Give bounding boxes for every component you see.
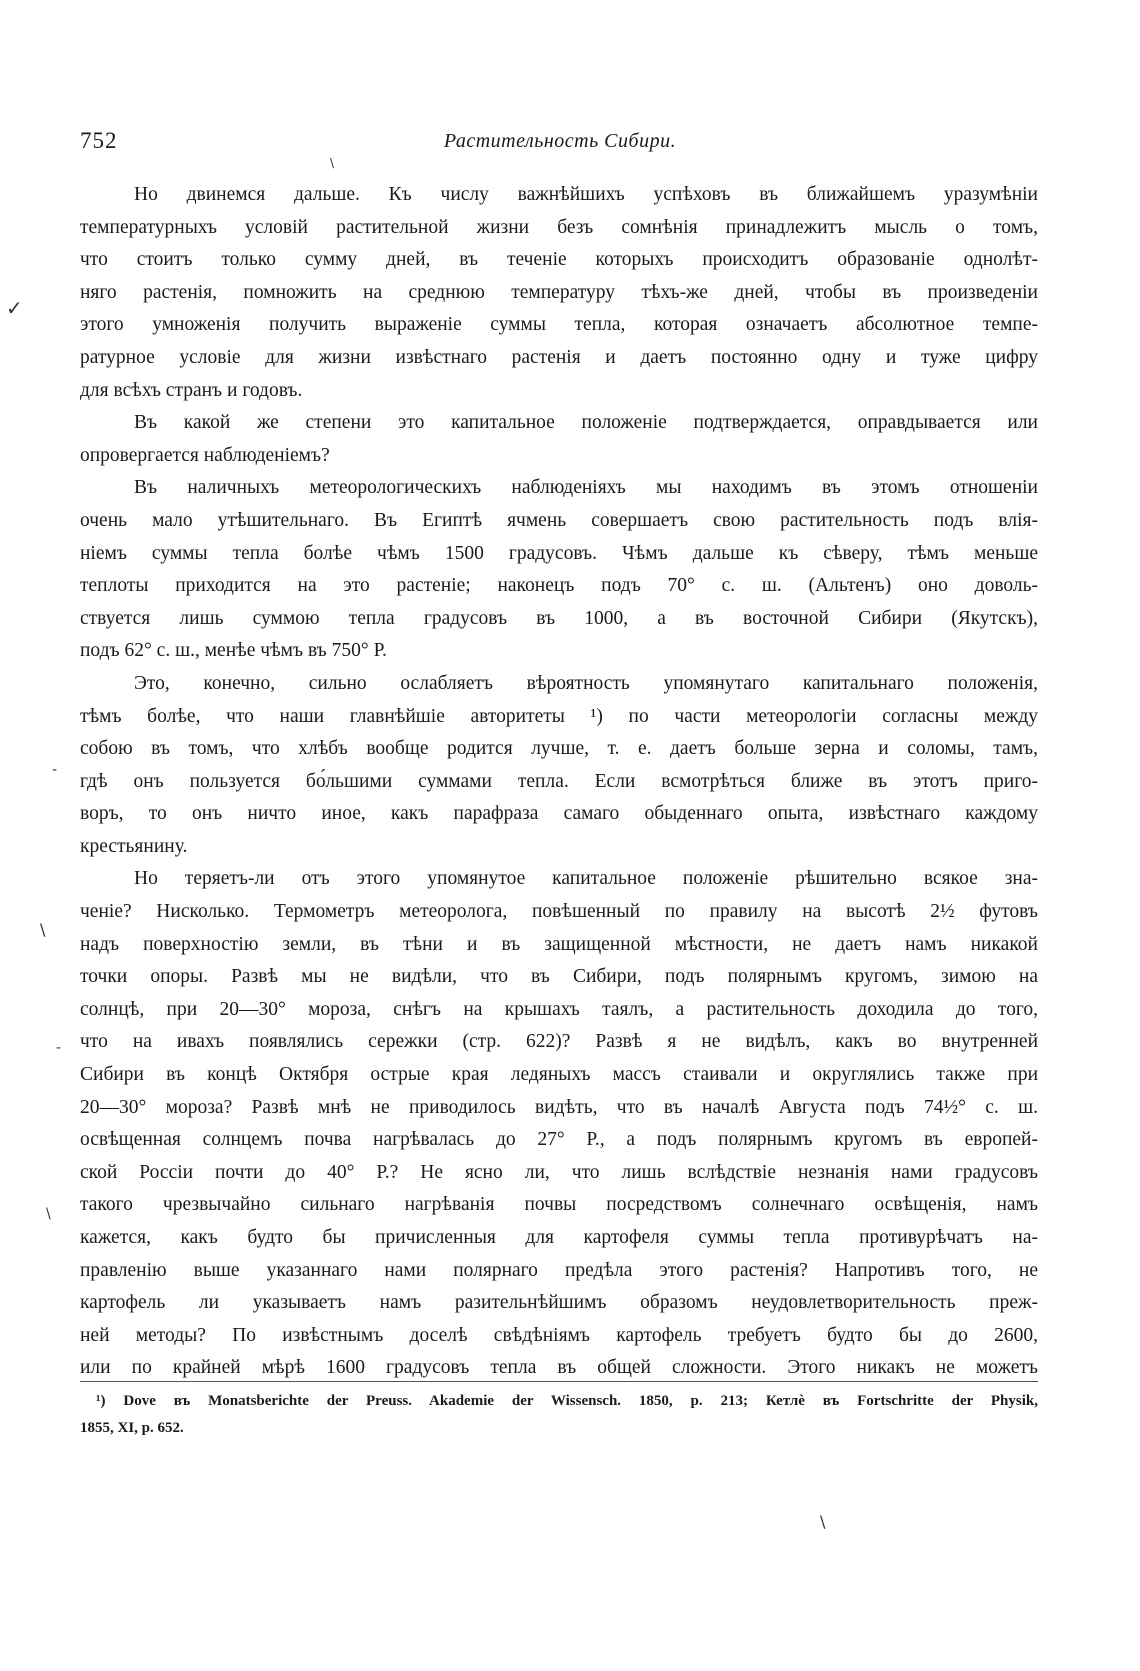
text-line: тѣмъ болѣе, что наши главнѣйшіе авторитеты ¹) по части метеорологіи согласны между <box>80 705 1038 727</box>
text-line: няго растенія, помножить на среднюю температуру тѣхъ-же дней, чтобы въ произведеніи <box>80 281 1038 303</box>
page-header <box>80 128 1040 168</box>
footnote-line: 1855, XI, p. 652. <box>80 1420 184 1436</box>
text-line: такого чрезвычайно сильнаго нагрѣванія почвы посредствомъ солнечнаго освѣщенія, намъ <box>80 1194 1038 1216</box>
text-line: опровергается наблюденіемъ? <box>80 444 330 466</box>
text-line: Сибири въ концѣ Октября острые края ледяныхъ массъ стаивали и округлялись также при <box>80 1064 1038 1086</box>
text-line: подъ 62° с. ш., менѣе чѣмъ въ 750° Р. <box>80 640 387 662</box>
footnote-line: ¹) Dove въ Monatsberichte der Preuss. Akademie der Wissensch. 1850, p. 213; Кетлѐ въ Fortschritte der Physik, <box>96 1393 1038 1409</box>
margin-pencil-mark: \ <box>40 920 46 939</box>
text-line: Это, конечно, сильно ослабляетъ вѣроятность упомянутаго капитальнаго положенія, <box>134 672 1038 694</box>
text-line: крестьянину. <box>80 835 188 857</box>
text-line: или по крайней мѣрѣ 1600 градусовъ тепла въ общей сложности. Этого никакъ не можетъ <box>80 1357 1038 1379</box>
text-line: точки опоры. Развѣ мы не видѣли, что въ Сибири, подъ полярнымъ кругомъ, зимою на <box>80 966 1038 988</box>
text-line: Но двинемся дальше. Къ числу важнѣйшихъ успѣховъ въ ближайшемъ уразумѣніи <box>134 184 1038 205</box>
footnotes <box>80 1388 1038 1442</box>
page-number: 752 <box>80 128 118 153</box>
text-line: собою въ томъ, что хлѣбъ вообще родится лучше, т. е. даетъ больше зерна и соломы, тамъ, <box>80 738 1038 760</box>
text-line: этого умноженія получить выраженіе суммы тепла, которая означаетъ абсолютное темпе- <box>80 314 1038 336</box>
margin-pencil-mark: - <box>52 762 58 778</box>
margin-pencil-mark: \ <box>46 1206 51 1222</box>
text-line: ской Россіи почти до 40° Р.? Не ясно ли, что лишь вслѣдствіе незнанія нами градусовъ <box>80 1161 1038 1183</box>
text-line: ней методы? По извѣстнымъ доселѣ свѣдѣніямъ картофель требуетъ будто бы до 2600, <box>80 1324 1038 1346</box>
text-line: освѣщенная солнцемъ почва нагрѣвалась до 27° Р., а подъ полярнымъ кругомъ въ европей- <box>80 1129 1038 1151</box>
running-title: Растительность Сибири. <box>443 130 677 152</box>
text-line: очень мало утѣшительнаго. Въ Египтѣ ячмень совершаетъ свою растительность подъ влія- <box>80 509 1038 531</box>
text-line: для всѣхъ странъ и годовъ. <box>80 379 303 401</box>
margin-pencil-mark: \ <box>330 156 335 170</box>
text-line: кажется, какъ будто бы причисленныя для картофеля суммы тепла противурѣчатъ на- <box>80 1227 1038 1248</box>
text-line: ченіе? Нисколько. Термометръ метеоролога, повѣшенный по правилу на высотѣ 2½ футовъ <box>80 901 1038 923</box>
text-line: ніемъ суммы тепла болѣе чѣмъ 1500 градусовъ. Чѣмъ дальше къ сѣверу, тѣмъ меньше <box>80 542 1038 564</box>
text-line: ратурное условіе для жизни извѣстнаго растенія и даетъ постоянно одну и туже цифру <box>80 346 1038 368</box>
text-line: Въ наличныхъ метеорологическихъ наблюденіяхъ мы находимъ въ этомъ отношеніи <box>134 477 1038 499</box>
text-line: солнцѣ, при 20—30° мороза, снѣгъ на крышахъ таялъ, а растительность доходила до того, <box>80 998 1038 1020</box>
text-line: воръ, то онъ ничто иное, какъ парафраза самаго обыденнаго опыта, извѣстнаго каждому <box>80 803 1038 825</box>
margin-pencil-mark: - <box>56 1040 62 1056</box>
text-line: Въ какой же степени это капитальное положеніе подтверждается, оправдывается или <box>134 412 1038 434</box>
text-line: правленію выше указаннаго нами полярнаго предѣла этого растенія? Напротивъ того, не <box>80 1259 1038 1281</box>
body-text <box>80 179 1038 1385</box>
text-line: Но теряетъ-ли отъ этого упомянутое капитальное положеніе рѣшительно всякое зна- <box>134 868 1038 890</box>
text-line: что стоитъ только сумму дней, въ теченіе которыхъ происходитъ образованіе однолѣт- <box>80 249 1038 271</box>
margin-pencil-mark: \ <box>820 1512 826 1531</box>
footnote-divider <box>80 1381 1038 1382</box>
text-line: теплоты приходится на это растеніе; наконецъ подъ 70° с. ш. (Альтенъ) оно доволь- <box>80 575 1038 597</box>
margin-check-mark: ✓ <box>6 296 23 320</box>
text-line: что на ивахъ появлялись сережки (стр. 622)? Развѣ я не видѣлъ, какъ во внутренней <box>80 1031 1038 1053</box>
text-line: картофель ли указываетъ намъ разительнѣйшимъ образомъ неудовлетворительность преж- <box>80 1292 1038 1314</box>
text-line: надъ поверхностію земли, въ тѣни и въ защищенной мѣстности, не даетъ намъ никакой <box>80 933 1038 955</box>
text-line: ствуется лишь суммою тепла градусовъ въ 1000, а въ восточной Сибири (Якутскъ), <box>80 607 1038 629</box>
text-line: гдѣ онъ пользуется бо́льшими суммами тепла. Если всмотрѣться ближе въ этотъ приго- <box>80 770 1038 792</box>
text-line: 20—30° мороза? Развѣ мнѣ не приводилось видѣть, что въ началѣ Августа подъ 74½° с. ш. <box>80 1096 1038 1118</box>
text-line: температурныхъ условій растительной жизни безъ сомнѣнія принадлежитъ мысль о томъ, <box>80 216 1038 238</box>
